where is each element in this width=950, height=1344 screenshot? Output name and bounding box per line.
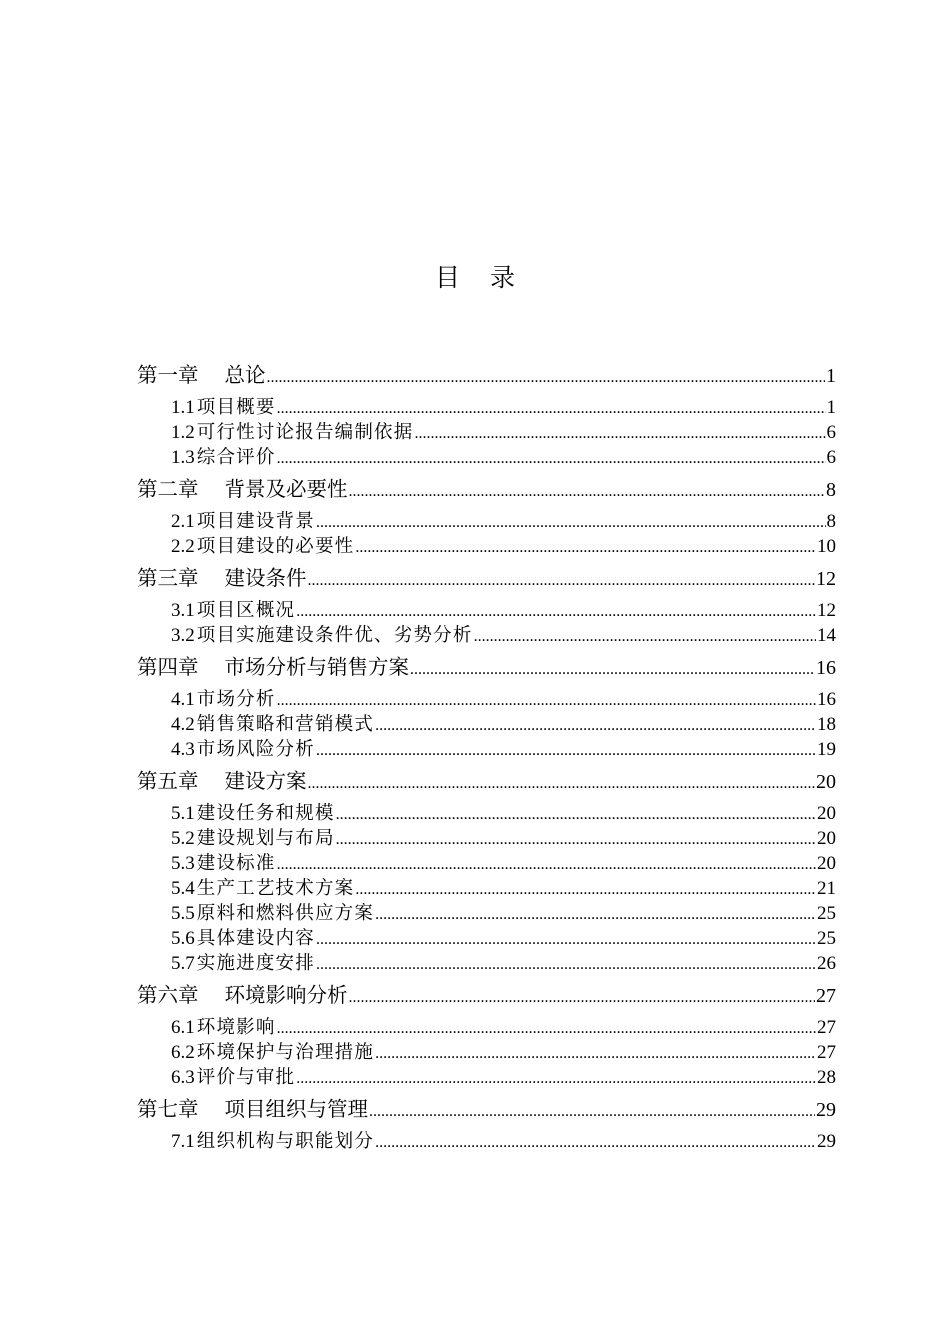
section-title: 项目概要 [196, 397, 276, 418]
leader-dots [375, 1130, 816, 1155]
page-number: 21 [817, 878, 836, 899]
section-number: 6.2 [171, 1042, 195, 1063]
page-number: 8 [826, 511, 836, 532]
section-number: 5.4 [171, 878, 195, 899]
toc-section-entry[interactable] [137, 598, 836, 623]
page-number: 26 [817, 953, 836, 974]
toc-section-entry[interactable] [137, 901, 836, 926]
page-number: 14 [817, 625, 836, 646]
leader-dots [277, 688, 816, 713]
section-title: 环境影响 [196, 1017, 276, 1038]
toc-section-entry[interactable] [137, 737, 836, 762]
chapter-number: 第七章 [137, 1097, 199, 1121]
section-number: 4.2 [171, 714, 195, 735]
leader-dots [316, 738, 816, 763]
section-number: 1.2 [171, 422, 195, 443]
page-number: 29 [817, 1131, 836, 1152]
section-title: 市场风险分析 [196, 739, 315, 760]
leader-dots [375, 713, 816, 738]
page-number: 1 [826, 365, 836, 387]
chapter-title: 环境影响分析 [224, 983, 348, 1007]
leader-dots [277, 396, 826, 421]
leader-dots [308, 764, 816, 803]
leader-dots [375, 1041, 816, 1066]
leader-dots [355, 535, 816, 560]
section-title: 销售策略和营销模式 [196, 714, 375, 735]
toc-section-entry[interactable] [137, 395, 836, 420]
chapter-number: 第三章 [137, 566, 199, 590]
toc-section-entry[interactable] [137, 1015, 836, 1040]
toc-chapter-entry[interactable] [137, 1090, 836, 1129]
page-number: 12 [816, 568, 836, 590]
section-title: 项目建设背景 [196, 511, 315, 532]
section-number: 1.1 [171, 397, 195, 418]
toc-section-entry[interactable] [137, 876, 836, 901]
section-number: 7.1 [171, 1131, 195, 1152]
section-number: 5.5 [171, 903, 195, 924]
section-title: 项目建设的必要性 [196, 536, 355, 557]
section-title: 市场分析 [196, 689, 276, 710]
toc-chapter-entry[interactable] [137, 559, 836, 598]
leader-dots [267, 358, 826, 397]
leader-dots [277, 1016, 816, 1041]
toc-section-entry[interactable] [137, 1065, 836, 1090]
toc-title-char: 目 [434, 263, 460, 292]
toc-section-entry[interactable] [137, 509, 836, 534]
leader-dots [308, 561, 816, 600]
page-number: 8 [826, 479, 836, 501]
leader-dots [277, 852, 816, 877]
section-title: 原料和燃料供应方案 [196, 903, 375, 924]
section-number: 5.1 [171, 803, 195, 824]
page-number: 12 [817, 600, 836, 621]
section-number: 2.1 [171, 511, 195, 532]
section-number: 4.1 [171, 689, 195, 710]
section-title: 具体建设内容 [196, 928, 315, 949]
page-number: 27 [817, 1017, 836, 1038]
section-number: 1.3 [171, 447, 195, 468]
toc-section-entry[interactable] [137, 1040, 836, 1065]
toc-section-entry[interactable] [137, 445, 836, 470]
page-number: 6 [826, 447, 836, 468]
page-number: 6 [826, 422, 836, 443]
chapter-number: 第四章 [137, 655, 199, 679]
leader-dots [349, 978, 816, 1017]
leader-dots [316, 927, 816, 952]
toc-chapter-entry[interactable] [137, 470, 836, 509]
page-number: 20 [817, 828, 836, 849]
chapter-title: 建设条件 [224, 566, 307, 590]
section-number: 4.3 [171, 739, 195, 760]
section-title: 建设规划与布局 [196, 828, 335, 849]
page-number: 28 [817, 1067, 836, 1088]
section-number: 6.1 [171, 1017, 195, 1038]
leader-dots [349, 472, 826, 511]
section-number: 5.6 [171, 928, 195, 949]
leader-dots [375, 902, 816, 927]
page-number: 18 [817, 714, 836, 735]
leader-dots [410, 650, 815, 689]
toc-section-entry[interactable] [137, 712, 836, 737]
toc-section-entry[interactable] [137, 687, 836, 712]
section-title: 环境保护与治理措施 [196, 1042, 375, 1063]
chapter-title: 背景及必要性 [224, 477, 348, 501]
leader-dots [316, 952, 816, 977]
section-title: 综合评价 [196, 447, 276, 468]
toc-section-entry[interactable] [137, 801, 836, 826]
section-title: 建设任务和规模 [196, 803, 335, 824]
chapter-number: 第五章 [137, 769, 199, 793]
chapter-title: 项目组织与管理 [224, 1097, 368, 1121]
table-of-contents [137, 356, 836, 1154]
page-number: 10 [817, 536, 836, 557]
toc-section-entry[interactable] [137, 534, 836, 559]
section-title: 组织机构与职能划分 [196, 1131, 375, 1152]
page-number: 25 [817, 903, 836, 924]
section-title: 可行性讨论报告编制依据 [196, 422, 414, 443]
page-number: 29 [816, 1099, 836, 1121]
leader-dots [474, 624, 816, 649]
section-title: 实施进度安排 [196, 953, 315, 974]
page-number: 19 [817, 739, 836, 760]
page-number: 16 [816, 657, 836, 679]
page-number: 20 [816, 771, 836, 793]
chapter-title: 市场分析与销售方案 [224, 655, 409, 679]
page-number: 27 [817, 1042, 836, 1063]
toc-chapter-entry[interactable] [137, 648, 836, 687]
leader-dots [296, 599, 816, 624]
section-title: 评价与审批 [196, 1067, 296, 1088]
section-number: 3.2 [171, 625, 195, 646]
leader-dots [369, 1092, 815, 1131]
toc-section-entry[interactable] [137, 851, 836, 876]
section-number: 5.2 [171, 828, 195, 849]
toc-chapter-entry[interactable] [137, 762, 836, 801]
section-number: 5.3 [171, 853, 195, 874]
leader-dots [296, 1066, 816, 1091]
toc-section-entry[interactable] [137, 951, 836, 976]
leader-dots [277, 446, 826, 471]
section-title: 项目实施建设条件优、劣势分析 [196, 625, 473, 646]
chapter-number: 第六章 [137, 983, 199, 1007]
leader-dots [414, 421, 825, 446]
toc-section-entry[interactable] [137, 623, 836, 648]
toc-section-entry[interactable] [137, 826, 836, 851]
page-number: 1 [826, 397, 836, 418]
section-number: 3.1 [171, 600, 195, 621]
page-number: 20 [817, 853, 836, 874]
section-number: 2.2 [171, 536, 195, 557]
chapter-title: 建设方案 [224, 769, 307, 793]
page-number: 25 [817, 928, 836, 949]
chapter-title: 总论 [224, 363, 266, 387]
toc-section-entry[interactable] [137, 420, 836, 445]
page-number: 16 [817, 689, 836, 710]
leader-dots [336, 802, 816, 827]
chapter-number: 第二章 [137, 477, 199, 501]
chapter-number: 第一章 [137, 363, 199, 387]
leader-dots [316, 510, 826, 535]
toc-section-entry[interactable] [137, 926, 836, 951]
section-number: 5.7 [171, 953, 195, 974]
leader-dots [336, 827, 816, 852]
toc-chapter-entry[interactable] [137, 356, 836, 395]
toc-title [0, 258, 950, 294]
section-title: 项目区概况 [196, 600, 296, 621]
page-number: 20 [817, 803, 836, 824]
page-number: 27 [816, 985, 836, 1007]
section-title: 建设标准 [196, 853, 276, 874]
leader-dots [355, 877, 816, 902]
section-number: 6.3 [171, 1067, 195, 1088]
section-title: 生产工艺技术方案 [196, 878, 355, 899]
toc-title-char: 录 [490, 263, 516, 292]
toc-section-entry[interactable] [137, 1129, 836, 1154]
toc-chapter-entry[interactable] [137, 976, 836, 1015]
